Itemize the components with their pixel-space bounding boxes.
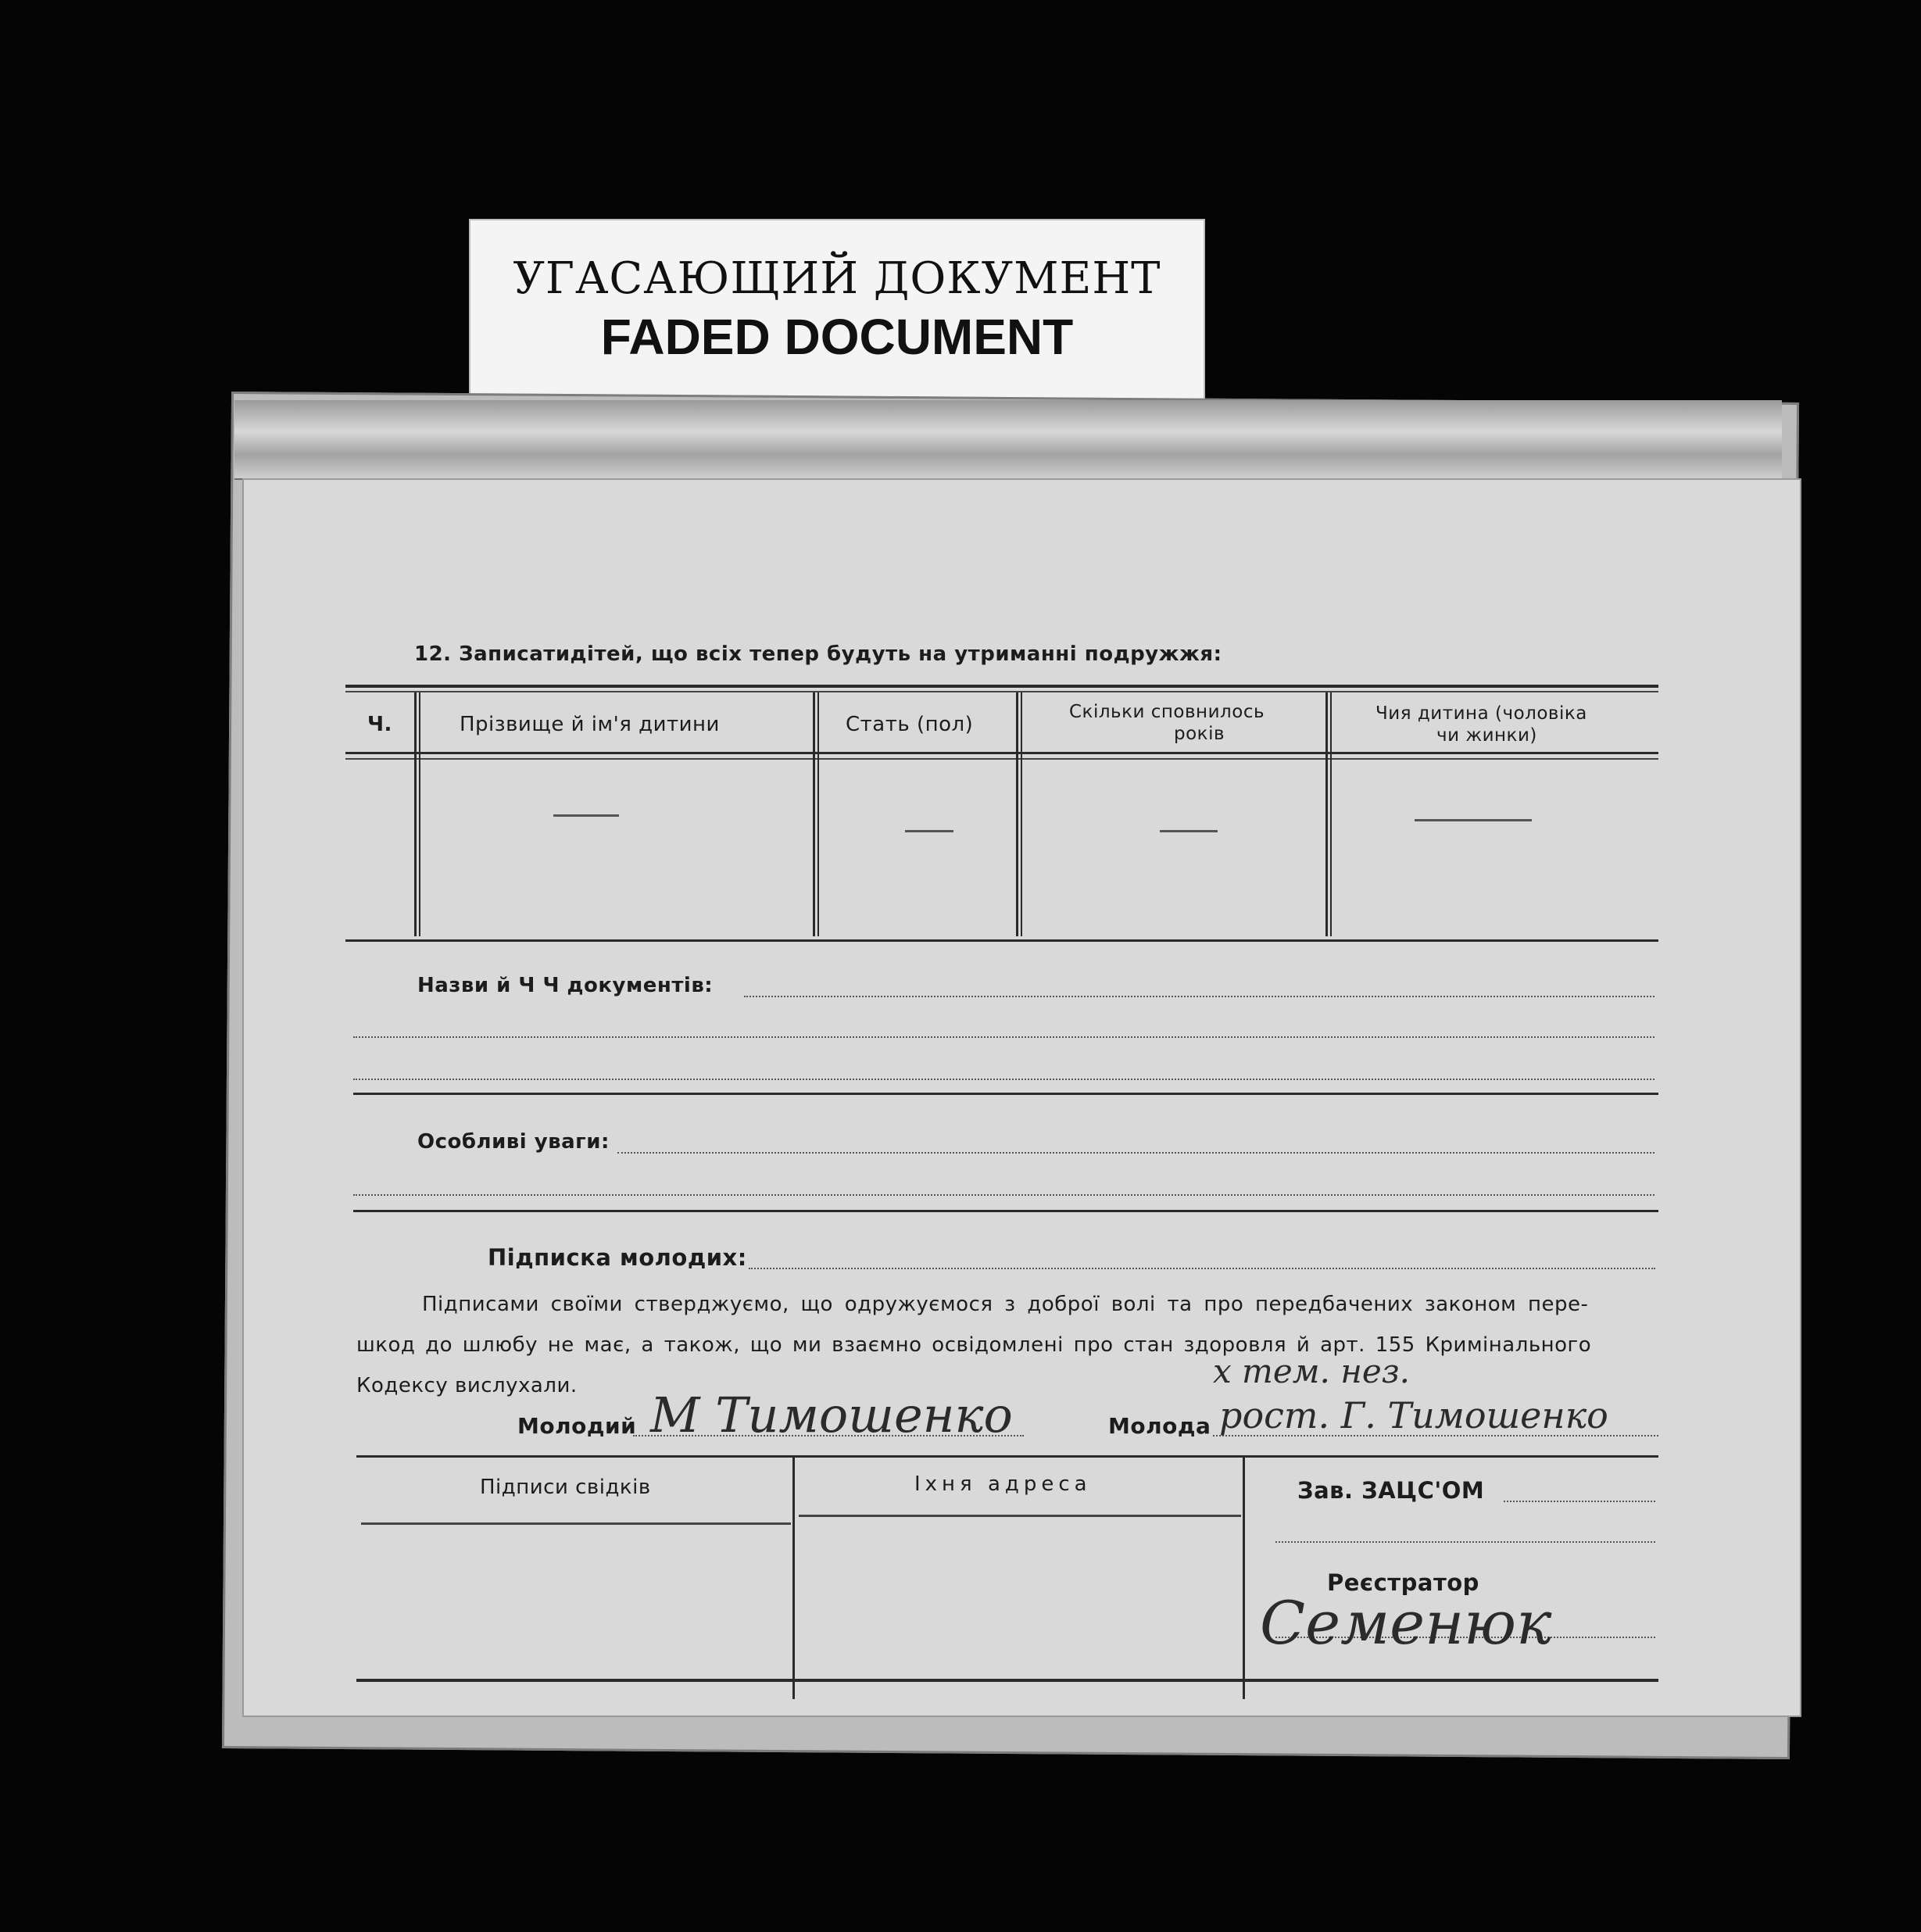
col-header-child-name: Прізвище й ім'я дитини [460, 713, 720, 736]
label-russian: УГАСАЮЩИЙ ДОКУМЕНТ [513, 253, 1161, 304]
empty-entry-dash [553, 814, 619, 817]
registrar-signature: Семенюк [1260, 1588, 1552, 1658]
witness-table-top-rule [356, 1455, 1658, 1458]
empty-entry-dash [905, 830, 953, 832]
form-page [242, 478, 1801, 1717]
groom-label: Молодий [517, 1413, 637, 1439]
label-english: FADED DOCUMENT [600, 309, 1074, 365]
witness-table-bottom-rule [356, 1679, 1658, 1682]
declaration-line-1: Підписами своїми стверджуємо, що одружуємося з доброї волі та про передбачених законом пере- [422, 1293, 1589, 1316]
table-header-rule [345, 752, 1658, 754]
col-header-age-line1: Скільки сповнилось [1069, 702, 1265, 722]
declaration-line-3: Кодексу вислухали. [356, 1374, 578, 1397]
col-header-whose-line1: Чия дитина (чоловіка [1375, 703, 1587, 724]
groom-signature: М Тимошенко [650, 1386, 1013, 1444]
table-bottom-rule [345, 939, 1658, 942]
special-notes-label: Особливі уваги: [417, 1130, 610, 1154]
signature-heading: Підписка молодих: [488, 1244, 747, 1271]
registrar-label: Реєстратор [1327, 1569, 1479, 1596]
declaration-line-2: шкод до шлюбу не має, а також, що ми взаємно освідомлені про стан здоровля й арт. 155 Кримінального [356, 1333, 1592, 1357]
bride-signature: рост. Г. Тимошенко [1219, 1394, 1608, 1436]
bride-label: Молода [1108, 1413, 1211, 1439]
col-header-number: Ч. [367, 713, 392, 736]
faded-document-label [469, 219, 1205, 403]
col-header-whose-line2: чи жинки) [1436, 725, 1537, 746]
witnesses-signatures-label: Підписи свідків [480, 1476, 651, 1499]
documents-label: Назви й Ч Ч документів: [417, 974, 714, 997]
empty-entry-dash [1160, 830, 1218, 832]
their-address-label: Іхня адреса [914, 1472, 1092, 1496]
section-12-heading: 12. Записатидітей, що всіх тепер будуть на утриманні подружжя: [414, 642, 1222, 666]
book-spine-edge [234, 400, 1782, 480]
head-of-registry-label: Зав. ЗАЦС'ОМ [1297, 1477, 1485, 1504]
col-header-age-line2: років [1174, 724, 1225, 744]
col-header-sex: Стать (пол) [846, 713, 974, 736]
bride-note: х тем. нез. [1213, 1352, 1411, 1390]
table-top-rule [345, 685, 1658, 688]
empty-entry-dash [1415, 819, 1532, 821]
